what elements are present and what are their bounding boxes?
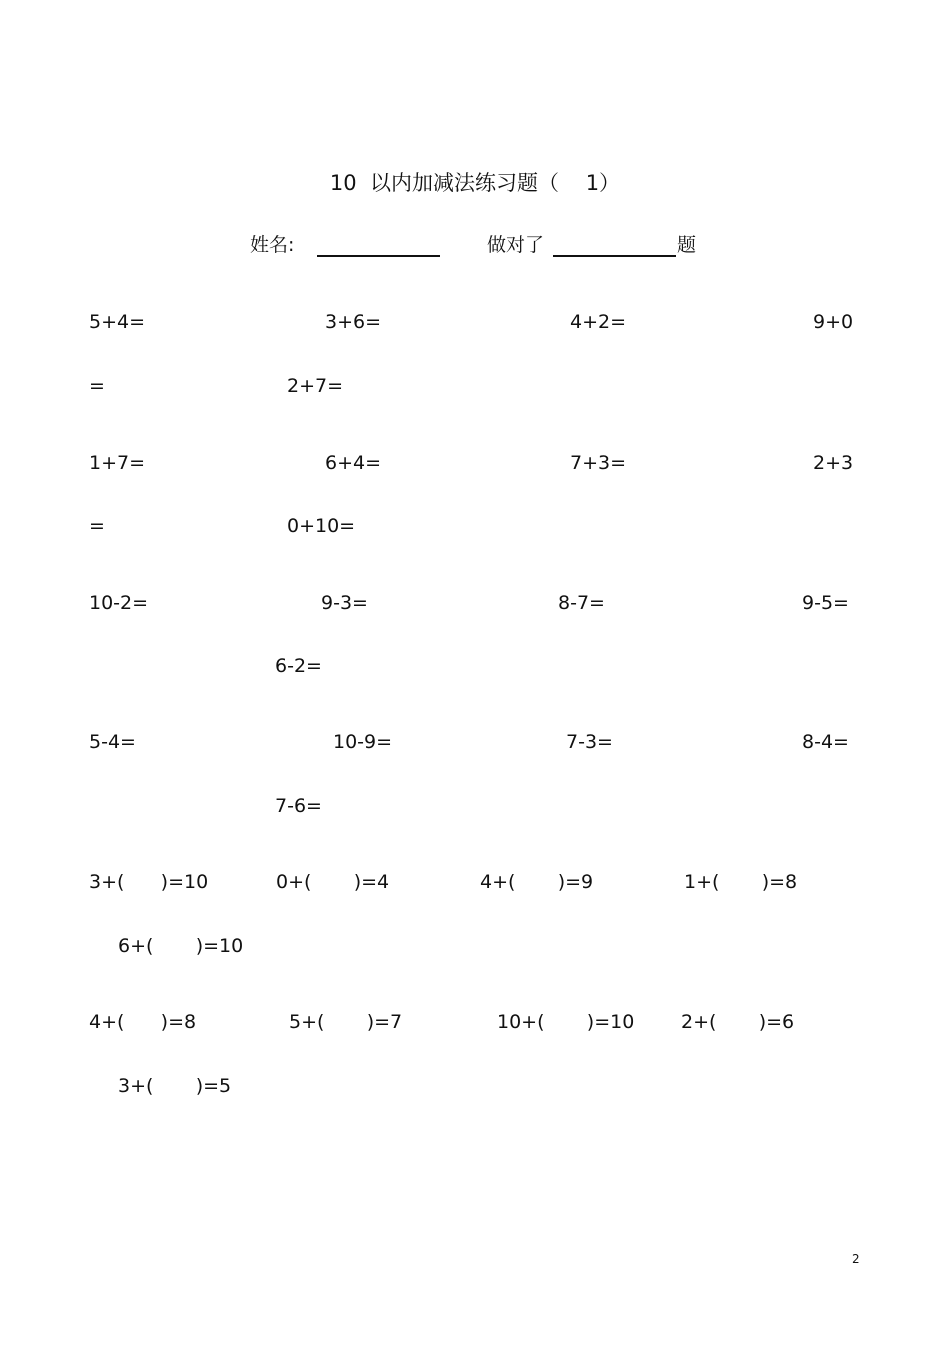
problem: 2+3 [813,452,854,474]
problem: 5+( )=7 [289,1011,403,1033]
problem-continuation: = [89,375,105,397]
problem: 9-3= [321,592,368,614]
problem: 0+10= [287,515,356,537]
problem: 1+7= [89,452,146,474]
problem: 7-6= [275,795,322,817]
worksheet-title: 10 以内加减法练习题（ 1） [329,171,621,195]
page-number: 2 [852,1252,860,1266]
problem: 0+( )=4 [276,871,390,893]
problem: 9+0 [813,311,854,333]
problem: 3+( )=10 [89,871,209,893]
correct-count-blank-line [553,255,676,257]
problem: 6+4= [325,452,382,474]
name-blank-line [317,255,440,257]
problem: 8-4= [802,731,849,753]
problem: 4+( )=9 [480,871,594,893]
problem: 10-9= [333,731,393,753]
problem: 9-5= [802,592,849,614]
problem: 7+3= [570,452,627,474]
problem: 6-2= [275,655,322,677]
problem: 4+( )=8 [89,1011,197,1033]
problem: 6+( )=10 [118,935,244,957]
problem: 4+2= [570,311,627,333]
name-label: 姓名: [250,234,295,256]
problem-continuation: = [89,515,105,537]
problem: 1+( )=8 [684,871,798,893]
problem: 5-4= [89,731,136,753]
problem: 5+4= [89,311,146,333]
problem: 3+( )=5 [118,1075,232,1097]
problem: 2+( )=6 [681,1011,795,1033]
correct-count-suffix: 题 [677,234,697,256]
problem: 2+7= [287,375,344,397]
problem: 10+( )=10 [497,1011,635,1033]
correct-count-label: 做对了 [487,234,545,256]
problem: 7-3= [566,731,613,753]
problem: 3+6= [325,311,382,333]
problem: 10-2= [89,592,149,614]
problem: 8-7= [558,592,605,614]
